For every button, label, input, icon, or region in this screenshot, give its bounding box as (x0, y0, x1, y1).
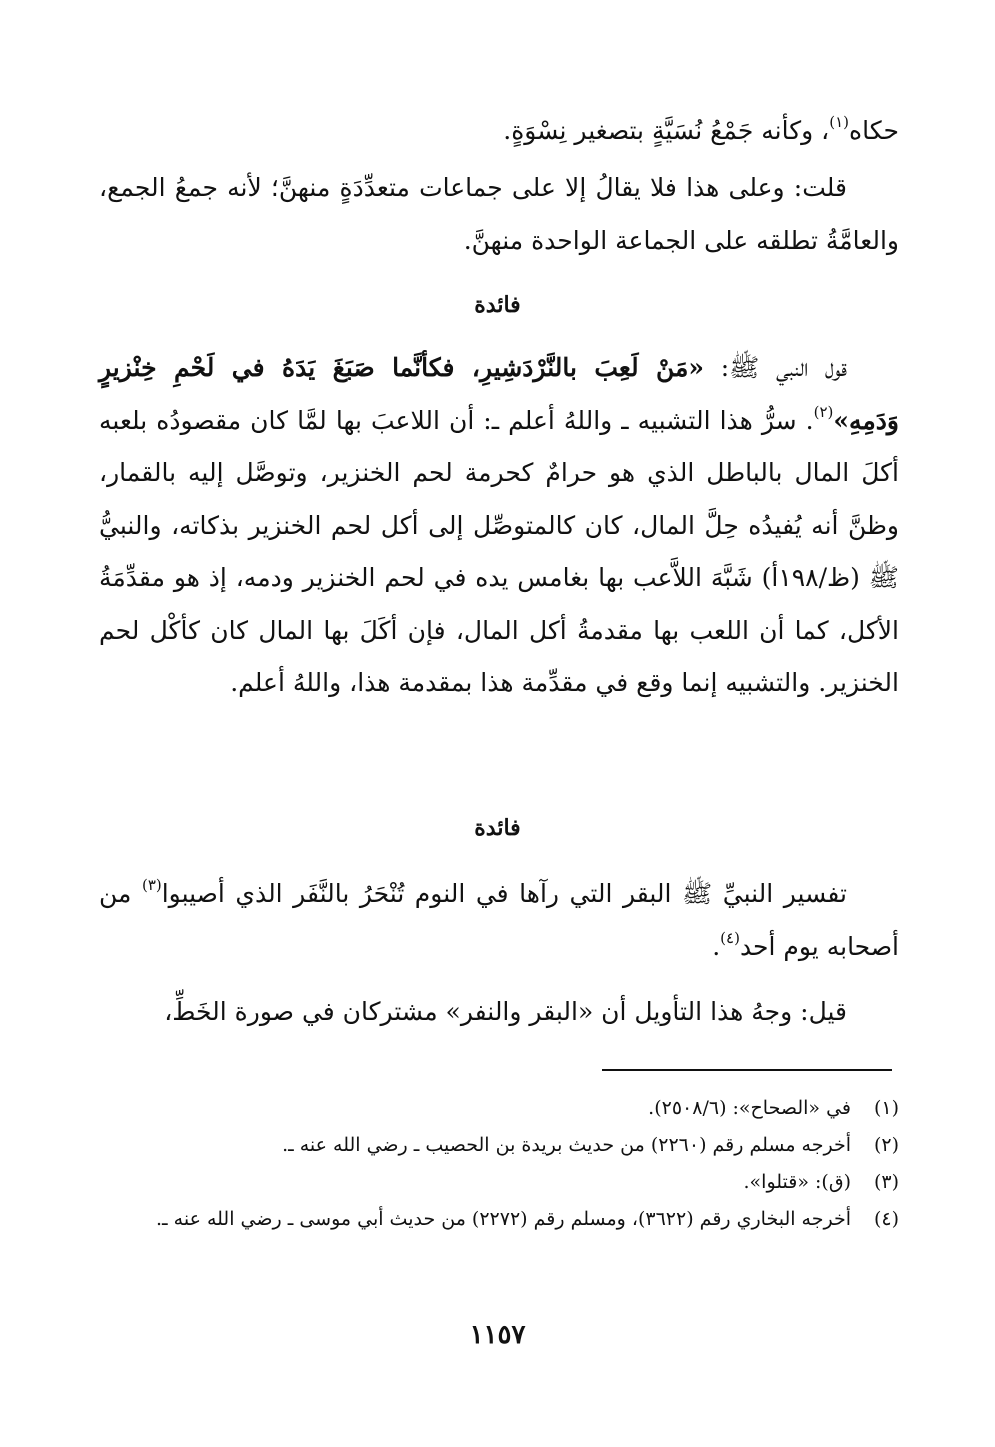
footnote-item (99, 1129, 899, 1161)
footnote-number: (١) (873, 1097, 899, 1119)
footnote-ref-4: (٤) (720, 929, 740, 947)
qult-paragraph: قلت: وعلى هذا فلا يقالُ إلا على جماعات متعدِّدَةٍ منهنَّ؛ لأنه جمعُ الجمع، والعامَّةُ تطلقه على الجماعة الواحدة منهنَّ. (99, 173, 899, 255)
footnotes (99, 1092, 899, 1240)
intro-text: حكاه (849, 116, 899, 145)
section1-block (99, 342, 899, 710)
intro-block (99, 104, 899, 267)
section2-block (99, 867, 899, 1038)
footnote-item (99, 1203, 899, 1235)
page-number: ١١٥٧ (469, 1320, 526, 1350)
footnote-text: (ق): «قتلوا». (743, 1171, 851, 1193)
intro-text-rest: ، وكأنه جَمْعُ نُسَيَّةٍ بتصغير نِسْوَةٍ. (503, 116, 830, 145)
footnote-ref-3: (٣) (141, 876, 162, 894)
section-heading-2: فائدة (474, 815, 521, 841)
footnote-number: (٣) (873, 1171, 899, 1193)
footnote-item (99, 1166, 899, 1198)
section1-paragraph (99, 342, 899, 710)
footnote-ref-2: (٢) (813, 402, 834, 421)
footnote-number: (٢) (873, 1134, 899, 1156)
qil-paragraph: قيل: وجهُ هذا التأويل أن «البقر والنفر» مشتركان في صورة الخَطِّ، (164, 997, 847, 1026)
footnote-text: في «الصحاح»: (٢٥٠٨/٦). (648, 1097, 851, 1119)
section2-paragraph (99, 867, 899, 973)
section2-text-a: تفسير النبيِّ ﷺ البقر التي رآها في النوم تُنْحَرُ بالنَّفَر الذي أصيبوا (161, 879, 847, 908)
section-heading-1: فائدة (474, 292, 521, 318)
section1-body: . سرُّ هذا التشبيه ـ واللهُ أعلم ـ: أن اللاعبَ بها لمَّا كان مقصودُه بلعبه أكلَ المال بالباطل الذي هو حرامٌ كحرمة لحم الخنزير، وتوصَّل إليه بالقمار، وظنَّ أنه يُفيدُه حِلَّ المال، كان كالمتوصِّل إلى أكل لحم الخنزير بذكاته، والنبيُّ ﷺ (ظ/١٩٨أ) شَبَّهَ اللاَّعب بها بغامس يده في لحم الخنزير ودمه، إذ هو مقدِّمَةُ الأكل، كما أن اللعب بها مقدمةُ أكل المال، فإن أكَلَ بها المال كان كأكْل لحم الخنزير. والتشبيه إنما وقع في مقدِّمة هذا بمقدمة هذا، واللهُ أعلم. (99, 405, 899, 697)
footnote-ref-1: (١) (829, 113, 850, 131)
footnote-text: أخرجه مسلم رقم (٢٢٦٠) من حديث بريدة بن الحصيب ـ رضي الله عنه ـ. (282, 1134, 851, 1156)
footnote-number: (٤) (873, 1208, 899, 1230)
footnote-text: أخرجه البخاري رقم (٣٦٢٢)، ومسلم رقم (٢٢٧٢) من حديث أبي موسى ـ رضي الله عنه ـ. (156, 1208, 851, 1230)
section2-text-b: من أصحابه يوم أحد (99, 879, 899, 961)
section1-lead: قول النبي ﷺ: (720, 353, 847, 382)
hadith-quote: «مَنْ لَعِبَ بالنَّرْدَشِيرِ، فكأنَّما صَبَغَ يَدَهُ في لَحْمِ خِنْزيرٍ وَدَمِهِ» (99, 353, 899, 435)
intro-line (99, 104, 899, 157)
section2-text-c: . (712, 932, 721, 961)
footnote-item (99, 1092, 899, 1124)
footnote-separator (602, 1069, 892, 1071)
